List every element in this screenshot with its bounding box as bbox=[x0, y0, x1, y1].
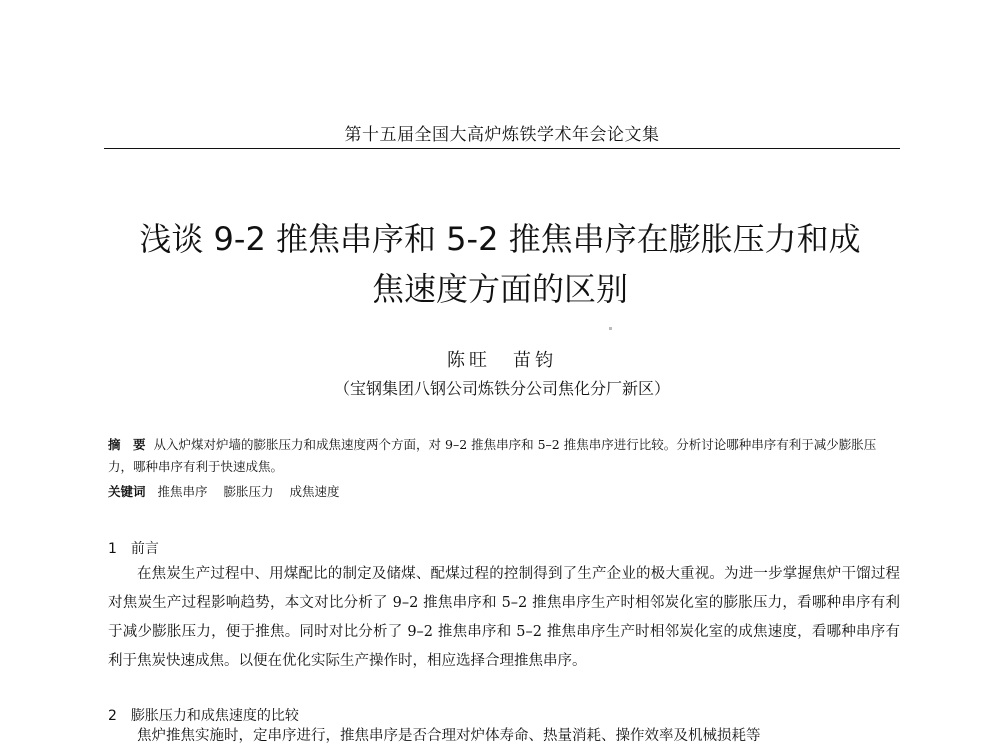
affiliation: （宝钢集团八钢公司炼铁分公司焦化分厂新区） bbox=[333, 379, 670, 398]
running-header: 第十五届全国大高炉炼铁学术年会论文集 bbox=[344, 125, 660, 145]
abstract bbox=[108, 434, 900, 478]
section-title: 膨胀压力和成焦速度的比较 bbox=[130, 708, 299, 724]
scan-speck bbox=[609, 327, 612, 330]
section-heading-1 bbox=[108, 538, 159, 558]
section-2-body: 焦炉推焦实施时，定串序进行，推焦串序是否合理对炉体寿命、热量消耗、操作效率及机械损耗等 bbox=[137, 728, 761, 744]
section-title: 前言 bbox=[130, 541, 159, 557]
keyword-item: 成焦速度 bbox=[289, 484, 340, 499]
section-1-body: 在焦炭生产过程中、用煤配比的制定及储煤、配煤过程的控制得到了生产企业的极大重视。为进一步掌握焦炉干馏过程对焦炭生产过程影响趋势，本文对比分析了 9–2 推焦串序和 5–2 推焦串序生产时相邻炭化室的膨胀压力，看哪种串序有利于减少膨胀压力，便于推焦。同时对比分析了 9–2 推焦串序和 5–2 推焦串序生产时相邻炭化室的成焦速度，看哪种串序有利于焦炭快速成焦。以便在优化实际生产操作时，相应选择合理推焦串序。 bbox=[108, 566, 900, 669]
abstract-text: 从入炉煤对炉墙的膨胀压力和成焦速度两个方面，对 9–2 推焦串序和 5–2 推焦串序进行比较。分析讨论哪种串序有利于减少膨胀压力，哪种串序有利于快速成焦。 bbox=[108, 437, 877, 474]
keyword-item: 膨胀压力 bbox=[223, 484, 274, 499]
paper-title-line-1: 浅谈 9-2 推焦串序和 5-2 推焦串序在膨胀压力和成 bbox=[139, 220, 861, 258]
keywords-label: 关键词 bbox=[108, 484, 146, 499]
keyword-item: 推焦串序 bbox=[157, 484, 208, 499]
header-rule bbox=[104, 148, 900, 149]
paper-title-line-2: 焦速度方面的区别 bbox=[371, 270, 628, 308]
paper-title bbox=[90, 214, 910, 314]
section-number: 2 bbox=[108, 708, 117, 724]
authors: 陈旺 苗钧 bbox=[447, 350, 557, 371]
section-number: 1 bbox=[108, 541, 117, 557]
keywords bbox=[108, 481, 900, 503]
abstract-label: 摘 要 bbox=[108, 437, 146, 452]
